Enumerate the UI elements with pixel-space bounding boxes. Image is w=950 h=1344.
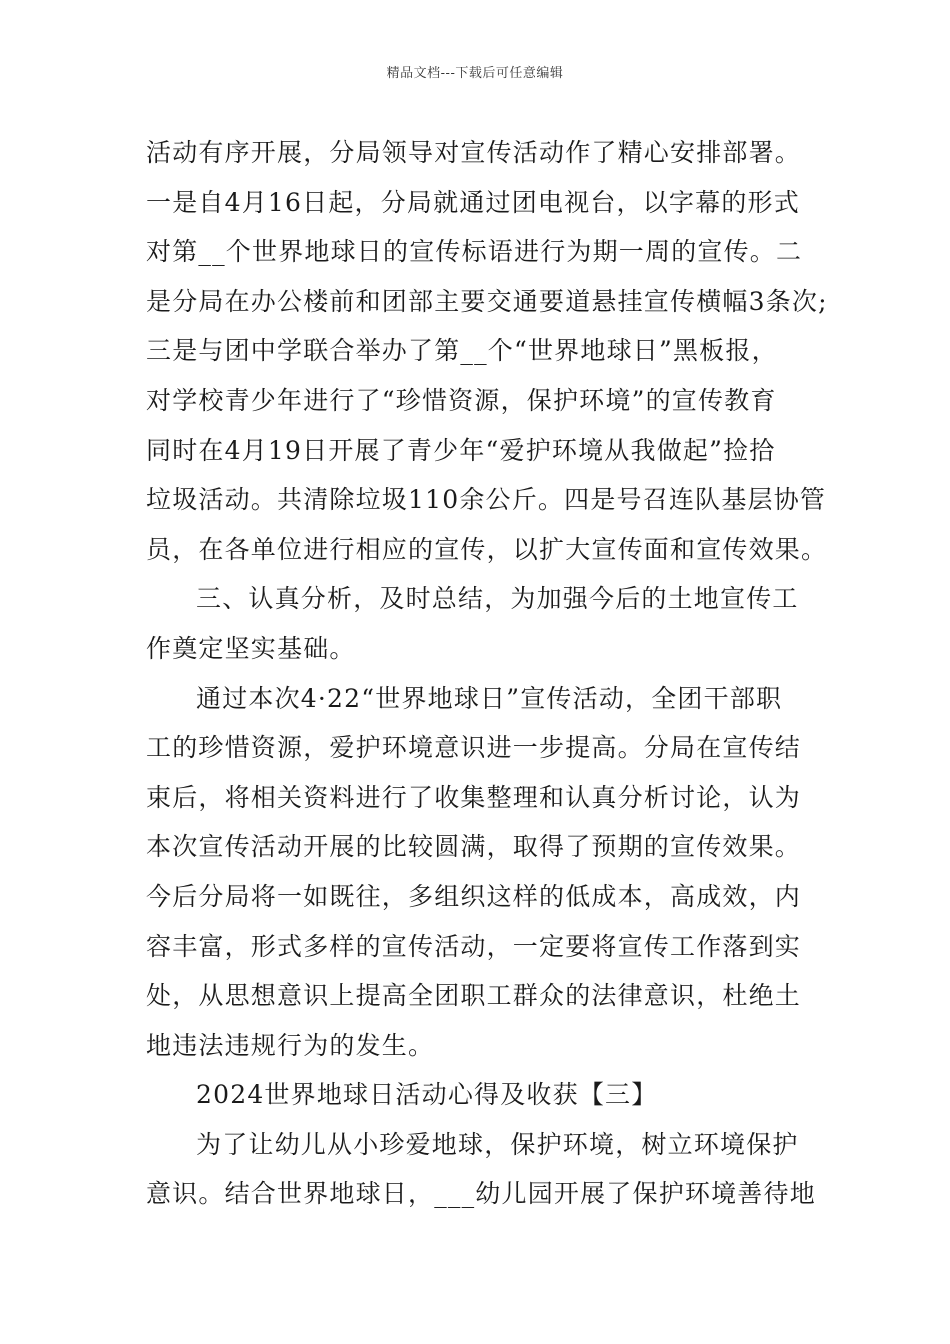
text-line: 处，从思想意识上提高全团职工群众的法律意识，杜绝土 bbox=[146, 981, 802, 1011]
text-line: 三是与团中学联合举办了第__个“世界地球日”黑板报， bbox=[146, 336, 778, 366]
text-line: 地违法违规行为的发生。 bbox=[146, 1030, 435, 1060]
text-line: 为了让幼儿从小珍爱地球，保护环境，树立环境保护 bbox=[196, 1129, 799, 1159]
text-line: 活动有序开展，分局领导对宣传活动作了精心安排部署。 bbox=[146, 138, 802, 167]
text-line: 工的珍惜资源，爱护环境意识进一步提高。分局在宣传结 bbox=[146, 733, 802, 763]
text-line: 束后，将相关资料进行了收集整理和认真分析讨论，认为 bbox=[146, 782, 802, 812]
document-body bbox=[146, 128, 826, 1219]
text-line: 意识。结合世界地球日，___幼儿园开展了保护环境善待地 bbox=[146, 1179, 816, 1209]
text-line: 今后分局将一如既往，多组织这样的低成本，高成效，内 bbox=[146, 881, 802, 911]
article-title: 2024世界地球日活动心得及收获【三】 bbox=[196, 1080, 658, 1110]
text-line: 是分局在办公楼前和团部主要交通要道悬挂宣传横幅3条次; bbox=[146, 286, 828, 316]
section-heading: 三、认真分析，及时总结，为加强今后的土地宣传工 bbox=[196, 584, 799, 614]
page-header: 精品文档---下载后可任意编辑 bbox=[386, 66, 564, 81]
text-line: 员，在各单位进行相应的宣传，以扩大宣传面和宣传效果。 bbox=[146, 534, 828, 564]
text-line: 一是自4月16日起，分局就通过团电视台，以字幕的形式 bbox=[146, 187, 800, 217]
text-line: 通过本次4·22“世界地球日”宣传活动，全团干部职 bbox=[196, 683, 783, 713]
text-line: 同时在4月19日开展了青少年“爱护环境从我做起”捡拾 bbox=[146, 435, 776, 465]
text-line: 垃圾活动。共清除垃圾110余公斤。四是号召连队基层协管 bbox=[146, 485, 827, 515]
text-line: 本次宣传活动开展的比较圆满，取得了预期的宣传效果。 bbox=[146, 832, 802, 862]
text-line: 容丰富，形式多样的宣传活动，一定要将宣传工作落到实 bbox=[146, 931, 802, 961]
text-line: 对第__个世界地球日的宣传标语进行为期一周的宣传。二 bbox=[146, 237, 803, 267]
text-line: 作奠定坚实基础。 bbox=[146, 633, 356, 663]
text-line: 对学校青少年进行了“珍惜资源，保护环境”的宣传教育 bbox=[146, 385, 777, 415]
